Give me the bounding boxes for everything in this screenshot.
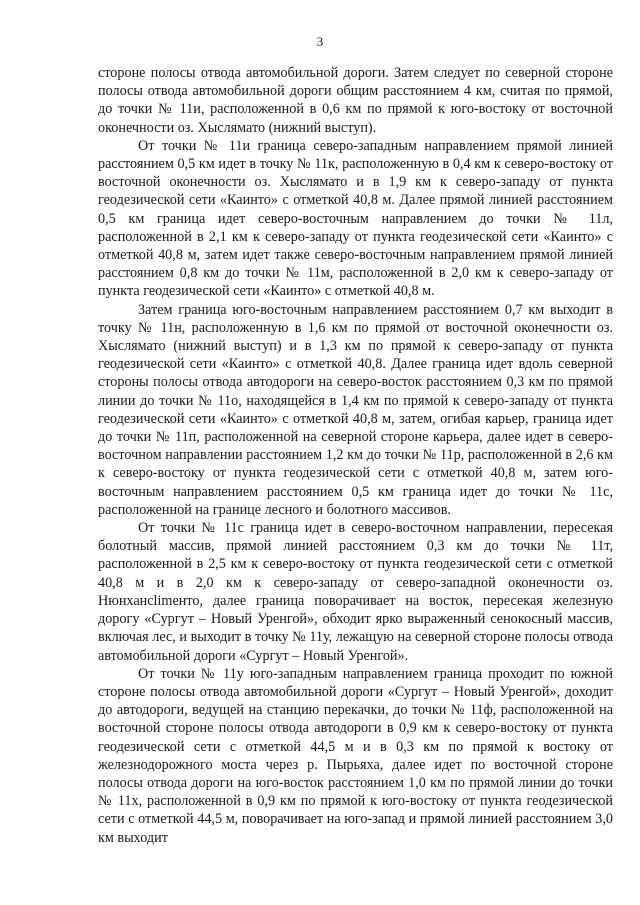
paragraph-point-11i: От точки № 11и граница северо-западным направлением прямой линией расстоянием 0,5 км идет в точку № 11к, расположенную в 0,4 км к северо-востоку от восточной оконечности оз. Хыслямато и в 1,9 км к северо-западу от пункта геодезической сети «Каинто» с отметкой 40,8 м. Далее прямой линией расстоянием 0,5 км граница идет северо-восточным направлением до точки № 11л, расположенной в 2,1 км к северо-западу от пункта геодезической сети «Каинто» с отметкой 40,8 м, затем идет также северо-восточным направлением прямой линией расстоянием 0,8 км до точки № 11м, расположенной в 2,0 км к северо-западу от пункта геодезической сети «Каинто» с отметкой 40,8 м. <box>98 137 613 300</box>
paragraph-continuation: стороне полосы отвода автомобильной дороги. Затем следует по северной стороне полосы отвода автомобильной дороги общим расстоянием 4 км, считая по прямой, до точки № 11и, расположенной в 0,6 км по прямой к юго-востоку от восточной оконечности оз. Хыслямато (нижний выступ). <box>98 65 613 136</box>
page-number: 3 <box>316 34 324 49</box>
paragraph-point-11n: Затем граница юго-восточным направлением расстоянием 0,7 км выходит в точку № 11н, расположенную в 1,6 км по прямой от восточной оконечности оз. Хыслямато (нижний выступ) и в 1,3 км по прямой к северо-западу от пункта геодезической сети «Каинто» с отметкой 40,8. Далее граница идет вдоль северной стороны полосы отвода автодороги на северо-восток расстоянием 0,3 км по прямой линии до точки № 11о, находящейся в 1,4 км по прямой к северо-западу от пункта геодезической сети «Каинто» с отметкой 40,8 м, затем, огибая карьер, граница идет до точки № 11п, расположенной на северной стороне карьера, далее идет в северо-восточном направлении расстоянием 1,2 км до точки № 11р, расположенной в 2,6 км к северо-востоку от пункта геодезической сети с отметкой 40,8 м, затем юго-восточным направлением расстоянием 0,5 км граница идет до точки № 11с, расположенной на границе лесного и болотного массивов. <box>98 301 613 518</box>
paragraph-point-11s: От точки № 11с граница идет в северо-восточном направлении, пересекая болотный массив, прямой линией расстоянием 0,3 км до точки № 11т, расположенной в 2,5 км к северо-востоку от пункта геодезической сети с отметкой 40,8 м и в 2,0 км к северо-западу от северо-западной оконечности оз. Нюнхансlimенто, далее граница поворачивает на восток, пересекая железную дорогу «Сургут – Новый Уренгой», обходит ярко выраженный сенокосный массив, включая лес, и выходит в точку № 11у, лежащую на северной стороне полосы отвода автомобильной дороги «Сургут – Новый Уренгой». <box>98 520 613 664</box>
body-text <box>98 64 613 847</box>
paragraph-point-11u: От точки № 11у юго-западным направлением граница проходит по южной стороне полосы отвода автомобильной дороги «Сургут – Новый Уренгой», доходит до автодороги, ведущей на станцию перекачки, до точки № 11ф, расположенной на восточной стороне полосы отвода автодороги в 0,9 км к северо-востоку от пункта геодезической сети с отметкой 44,5 м и в 0,3 км по прямой к востоку от железнодорожного моста через р. Пырьяха, далее идет по восточной стороне полосы отвода дороги на юго-восток расстоянием 1,0 км по прямой линии до точки № 11х, расположенной в 0,9 км по прямой к юго-востоку от пункта геодезической сети с отметкой 44,5 м, поворачивает на юго-запад и прямой линией расстоянием 3,0 км выходит <box>98 665 613 846</box>
